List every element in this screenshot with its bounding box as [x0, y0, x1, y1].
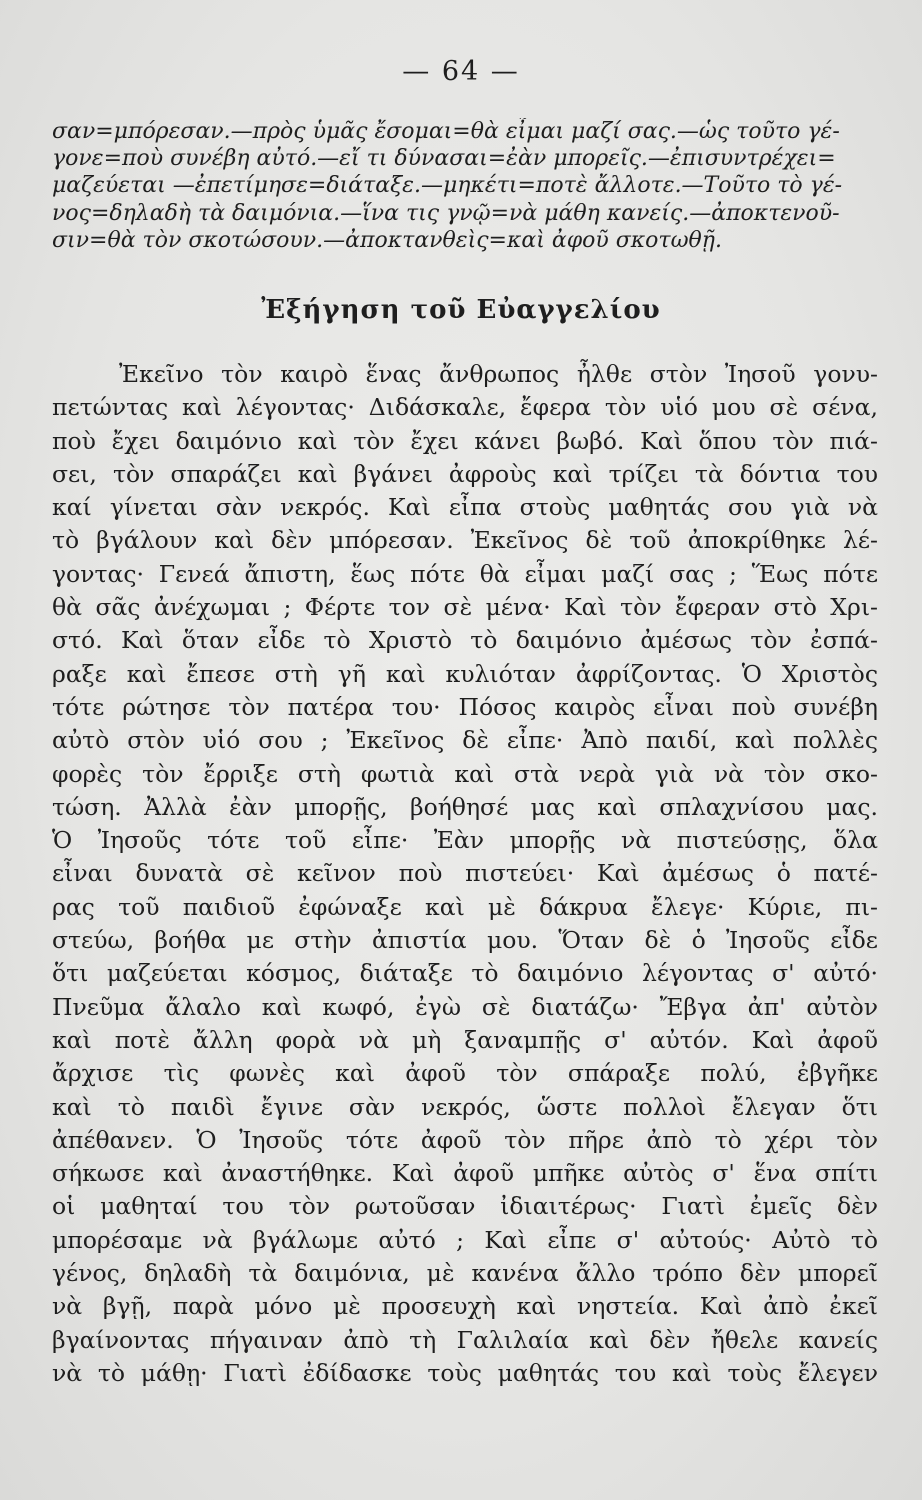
body-paragraph: [52, 358, 878, 1390]
glossary-line: γονε=ποὺ συνέβη αὐτό.—εἴ τι δύνασαι=ἐὰν μπορεῖς.—ἐπισυντρέχει=: [52, 146, 836, 172]
body-line: τὸ βγάλουν καὶ δὲν μπόρεσαν. Ἐκεῖνος δὲ τοῦ ἀποκρίθηκε λέ-: [52, 526, 878, 555]
body-line: σήκωσε καὶ ἀναστήθηκε. Καὶ ἀφοῦ μπῆκε αὐτὸς σ' ἕνα σπίτι: [52, 1159, 878, 1188]
body-line: αὐτὸ στὸν υἱό σου ; Ἐκεῖνος δὲ εἶπε· Ἀπὸ παιδί, καὶ πολλὲς: [52, 726, 878, 755]
body-line: τότε ρώτησε τὸν πατέρα του· Πόσος καιρὸς εἶναι ποὺ συνέβη: [52, 692, 878, 721]
glossary-line: νος=δηλαδὴ τὰ δαιμόνια.—ἵνα τις γνῷ=νὰ μάθη κανείς.—ἀποκτενοῦ-: [52, 200, 840, 226]
body-line: Ὁ Ἰησοῦς τότε τοῦ εἶπε· Ἐὰν μπορῇς νὰ πιστεύσῃς, ὅλα: [52, 826, 878, 855]
body-line: τώση. Ἀλλὰ ἐὰν μπορῇς, βοήθησέ μας καὶ σπλαχνίσου μας.: [52, 792, 878, 821]
body-line: ποὺ ἔχει δαιμόνιο καὶ τὸν ἔχει κάνει βωβό. Καὶ ὅπου τὸν πιά-: [52, 426, 878, 455]
body-line: φορὲς τὸν ἔρριξε στὴ φωτιὰ καὶ στὰ νερὰ γιὰ νὰ τὸν σκο-: [52, 759, 878, 788]
body-line: θὰ σᾶς ἀνέχωμαι ; Φέρτε τον σὲ μένα· Καὶ τὸν ἔφεραν στὸ Χρι-: [52, 593, 878, 622]
body-line: ὅτι μαζεύεται κόσμος, διάταξε τὸ δαιμόνιο λέγοντας σ' αὐτό·: [52, 959, 878, 988]
body-line: οἱ μαθηταί του τὸν ρωτοῦσαν ἰδιαιτέρως· Γιατὶ ἐμεῖς δὲν: [52, 1192, 878, 1221]
body-line: πετώντας καὶ λέγοντας· Διδάσκαλε, ἔφερα τὸν υἱό μου σὲ σένα,: [52, 393, 878, 422]
page-number: — 64 —: [402, 56, 520, 87]
glossary-line: σαν=μπόρεσαν.—πρὸς ὑμᾶς ἔσομαι=θὰ εἶμαι μαζί σας.—ὡς τοῦτο γέ-: [52, 119, 840, 144]
body-line: μπορέσαμε νὰ βγάλωμε αὐτό ; Καὶ εἶπε σ' αὐτούς· Αὐτὸ τὸ: [52, 1225, 878, 1254]
body-line: βγαίνοντας πήγαιναν ἀπὸ τὴ Γαλιλαία καὶ δὲν ἤθελε κανείς: [52, 1325, 878, 1354]
body-line: ρας τοῦ παιδιοῦ ἐφώναξε καὶ μὲ δάκρυα ἔλεγε· Κύριε, πι-: [52, 892, 878, 921]
body-line: καί γίνεται σὰν νεκρός. Καὶ εἶπα στοὺς μαθητάς σου γιὰ νὰ: [52, 493, 878, 522]
body-line: νὰ βγῇ, παρὰ μόνο μὲ προσευχὴ καὶ νηστεία. Καὶ ἀπὸ ἐκεῖ: [52, 1292, 878, 1321]
body-line: σει, τὸν σπαράζει καὶ βγάνει ἀφροὺς καὶ τρίζει τὰ δόντια του: [52, 459, 878, 488]
glossary-block: [52, 118, 878, 254]
body-line: εἶναι δυνατὰ σὲ κεῖνον ποὺ πιστεύει· Καὶ ἀμέσως ὁ πατέ-: [52, 859, 878, 888]
section-title: Ἐξήγηση τοῦ Εὐαγγελίου: [261, 295, 661, 325]
body-line: Ἐκεῖνο τὸν καιρὸ ἕνας ἄνθρωπος ἦλθε στὸν Ἰησοῦ γονυ-: [119, 360, 878, 388]
body-line: Πνεῦμα ἄλαλο καὶ κωφό, ἐγὼ σὲ διατάζω· Ἔβγα ἀπ' αὐτὸν: [52, 992, 878, 1021]
body-line: στεύω, βοήθα με στὴν ἀπιστία μου. Ὅταν δὲ ὁ Ἰησοῦς εἶδε: [52, 926, 878, 955]
body-line: γοντας· Γενεά ἄπιστη, ἕως πότε θὰ εἶμαι μαζί σας ; Ἕως πότε: [52, 559, 878, 588]
body-line: ραξε καὶ ἔπεσε στὴ γῆ καὶ κυλιόταν ἀφρίζοντας. Ὁ Χριστὸς: [52, 659, 878, 688]
body-line: ἀπέθανεν. Ὁ Ἰησοῦς τότε ἀφοῦ τὸν πῆρε ἀπὸ τὸ χέρι τὸν: [52, 1125, 878, 1154]
body-line: ἄρχισε τὶς φωνὲς καὶ ἀφοῦ τὸν σπάραξε πολύ, ἐβγῆκε: [52, 1059, 878, 1088]
body-line: καὶ τὸ παιδὶ ἔγινε σὰν νεκρός, ὥστε πολλοὶ ἔλεγαν ὅτι: [52, 1092, 878, 1121]
glossary-line: σιν=θὰ τὸν σκοτώσουν.—ἀποκτανθεὶς=καὶ ἀφοῦ σκοτωθῇ.: [52, 227, 722, 253]
body-line: καὶ ποτὲ ἄλλη φορὰ νὰ μὴ ξαναμπῇς σ' αὐτόν. Καὶ ἀφοῦ: [52, 1025, 878, 1054]
glossary-line: μαζεύεται —ἐπετίμησε=διάταξε.—μηκέτι=ποτὲ ἄλλοτε.—Τοῦτο τὸ γέ-: [52, 173, 843, 199]
body-line: στό. Καὶ ὅταν εἶδε τὸ Χριστὸ τὸ δαιμόνιο ἀμέσως τὸν ἐσπά-: [52, 626, 878, 655]
body-line: νὰ τὸ μάθῃ· Γιατὶ ἐδίδασκε τοὺς μαθητάς του καὶ τοὺς ἔλεγεν: [52, 1358, 878, 1387]
body-line: γένος, δηλαδὴ τὰ δαιμόνια, μὲ κανένα ἄλλο τρόπο δὲν μπορεῖ: [52, 1259, 878, 1288]
